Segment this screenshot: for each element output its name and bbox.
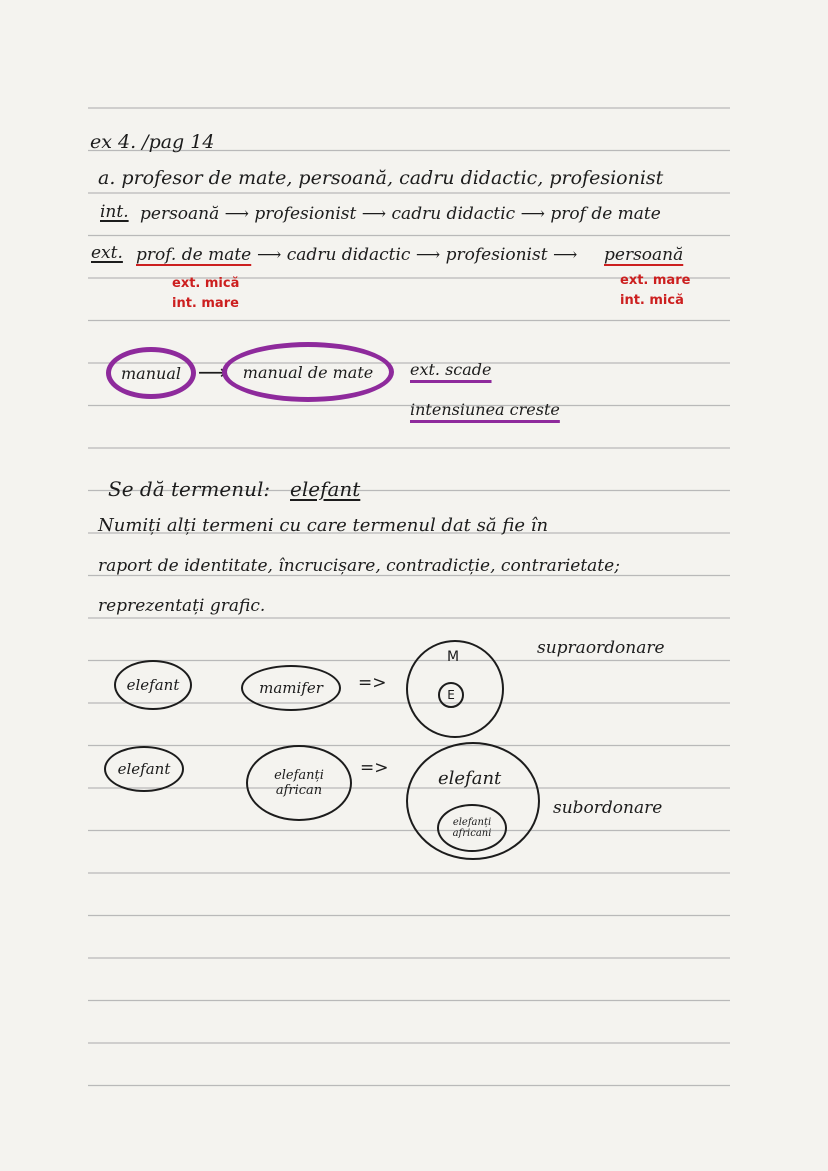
extension-decreases-note: ext. scade xyxy=(410,360,492,379)
african-elephants-oval xyxy=(246,745,352,821)
manual-term: manual xyxy=(121,363,181,383)
manual-of-math-oval xyxy=(222,342,394,402)
manual-of-math-term: manual de mate xyxy=(242,362,374,382)
intension-label: int. xyxy=(100,202,129,222)
mammal-term: mamifer xyxy=(259,679,323,697)
intension-increases-note: intensiunea creste xyxy=(410,400,560,419)
elephant-set-circle xyxy=(438,682,464,708)
implies-sign-1: => xyxy=(358,673,387,693)
task-line-2: Numiți alți termeni cu care termenul dat să fie în xyxy=(98,515,549,536)
implies-sign-2: => xyxy=(360,758,389,778)
extension-label: ext. xyxy=(91,243,123,263)
arrow-right-icon: ⟶ xyxy=(198,360,227,384)
relation-superordination: supraordonare xyxy=(537,638,665,658)
african-elephants-term: elefanți african xyxy=(274,768,324,798)
intension-chain: persoană ⟶ profesionist ⟶ cadru didactic ⟶ prof de mate xyxy=(140,204,661,224)
extension-chain: ⟶ cadru didactic ⟶ profesionist ⟶ xyxy=(257,245,578,265)
african-elephants-subset-circle xyxy=(437,804,507,852)
note-int-small: int. mică xyxy=(620,293,684,308)
elephant-term-2: elefant xyxy=(117,760,171,778)
task-line-4: reprezentați grafic. xyxy=(98,596,266,616)
african-elephants-subset-label: elefanți africani xyxy=(452,817,492,839)
term-list-line: a. profesor de mate, persoană, cadru didactic, profesionist xyxy=(98,167,664,189)
elephant-term-1: elefant xyxy=(126,676,180,694)
task-intro: Se dă termenul: xyxy=(108,477,271,501)
given-term: elefant xyxy=(290,477,361,501)
mammal-oval xyxy=(241,665,341,711)
relation-subordination: subordonare xyxy=(553,798,663,818)
extension-start-term: prof. de mate xyxy=(136,245,252,265)
note-int-large: int. mare xyxy=(172,296,239,311)
mammal-set-label: M xyxy=(447,649,460,665)
manual-term-oval xyxy=(106,347,196,399)
note-ext-small: ext. mică xyxy=(172,276,240,291)
exercise-reference: ex 4. /pag 14 xyxy=(90,131,215,153)
task-line-3: raport de identitate, încrucișare, contradicție, contrarietate; xyxy=(98,556,620,576)
extension-end-term: persoană xyxy=(604,245,684,265)
elephant-oval-1 xyxy=(114,660,192,710)
elephant-set-label: E xyxy=(447,688,455,702)
note-ext-large: ext. mare xyxy=(620,273,691,288)
elephant-superset-label: elefant xyxy=(438,768,502,789)
elephant-oval-2 xyxy=(104,746,184,792)
